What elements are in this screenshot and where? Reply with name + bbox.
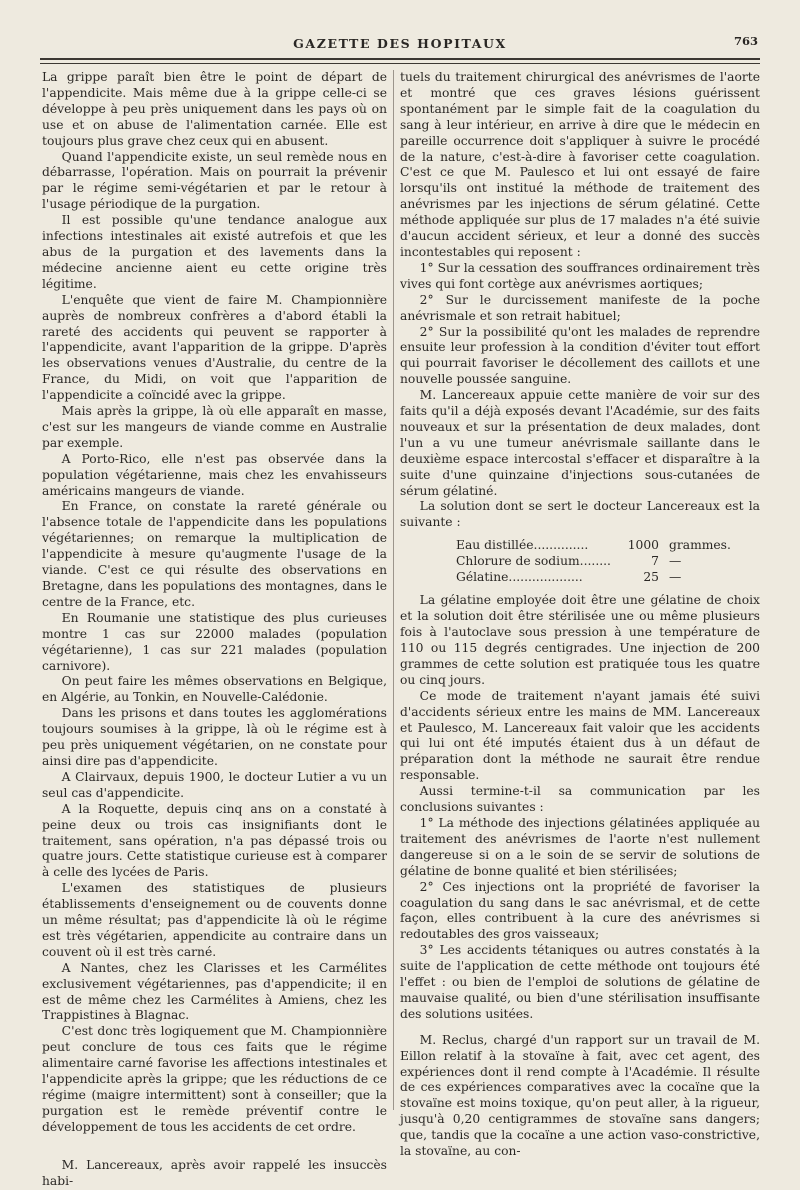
paragraph: Ce mode de traitement n'ayant jamais été suivi d'accidents sérieux entre les mains de MM. Lancereaux et Paulesco, M. Lancereaux fait valoir que les accidents qui lui ont été imputés étaient dus à un défaut de préparation dont la méthode ne saurait être rendue responsable. <box>400 688 760 783</box>
paragraph: Dans les prisons et dans toutes les agglomérations toujours soumises à la grippe, là où le régime est à peu près uniquement végétarien, on ne constate pour ainsi dire pas d'appendicite. <box>42 706 387 768</box>
paragraph: A Clairvaux, depuis 1900, le docteur Lutier a vu un seul cas d'appendicite. <box>42 769 387 800</box>
ingredient-name: Chlorure de sodium........ <box>456 554 611 569</box>
ingredient-name: Gélatine................... <box>456 570 583 585</box>
ingredient-unit: grammes. <box>669 538 731 553</box>
paragraph: La gélatine employée doit être une gélatine de choix et la solution doit être stérilisée une ou même plusieurs fois à l'autoclave sous pression à une température de 110 ou 115 degrés centigrades. Une injection de 200 grammes de cette solution est pratiquée tous les quatre ou cinq jours. <box>400 593 760 687</box>
paragraph: tuels du traitement chirurgical des anévrismes de l'aorte et montré que ces graves lésions guérissent spontanément par le simple fait de la coagulation du sang à leur intérieur, en arrive à dire que le médecin en pareille occurrence doit s'appliquer à suivre le procédé de la nature, c'est-à-dire à favoriser cette coagulation. C'est ce que M. Paulesco et lui ont essayé de faire lorsqu'ils ont institué la méthode de traitement des anévrismes par les injections de sérum gélatiné. Cette méthode appliquée sur plus de 17 malades n'a été suivie d'aucun accident sérieux, et leur a donné des succès incontestables qui reposent : <box>400 70 760 259</box>
formula-row <box>456 569 731 585</box>
paragraph: En France, on constate la rareté générale ou l'absence totale de l'appendicite dans les populations végétariennes; on remarque la multiplication de l'appendicite à mesure qu'augmente l'usage de la viande. C'est ce qui résulte des observations en Bretagne, dans les populations des montagnes, dans le centre de la France, etc. <box>42 499 387 609</box>
paragraph: 1° Sur la cessation des souffrances ordinairement très vives qui font cortège aux anévrismes aortiques; <box>400 260 760 291</box>
paragraph: M. Lancereaux appuie cette manière de voir sur des faits qu'il a déjà exposés devant l'Académie, sur des faits nouveaux et sur la présentation de deux malades, dont l'un a vu une tumeur anévrismale saillante dans le deuxième espace intercostal s'effacer et disparaître à la suite d'une quinzaine d'injections sous-cutanées de sérum gélatiné. <box>400 388 760 498</box>
ingredient-quantity: 25 <box>643 570 659 585</box>
header-rule-thin <box>40 63 760 64</box>
ingredient-name: Eau distillée.............. <box>456 538 589 553</box>
paragraph: 2° Sur la possibilité qu'ont les malades de reprendre ensuite leur profession à la condition d'éviter tout effort qui pourrait favoriser le décollement des caillots et une nouvelle poussée sanguine. <box>400 324 760 387</box>
page-number: 763 <box>733 34 758 48</box>
paragraph: M. Lancereaux, après avoir rappelé les insuccès habi- <box>42 1157 387 1188</box>
formula-row <box>456 537 731 553</box>
paragraph: En Roumanie une statistique des plus curieuses montre 1 cas sur 22000 malades (population végétarienne), 1 cas sur 221 malades (population carnivore). <box>42 610 387 673</box>
ingredient-unit: — <box>669 570 682 585</box>
ingredient-unit: — <box>669 554 682 569</box>
formula-row <box>456 553 731 569</box>
paragraph: 2° Ces injections ont la propriété de favoriser la coagulation du sang dans le sac anévrismal, et de cette façon, elles contribuent à la cure des anévrismes si redoutables des gros vaisseaux; <box>400 879 760 942</box>
left-column <box>42 70 387 1190</box>
paragraph: Quand l'appendicite existe, un seul remède nous en débarrasse, l'opération. Mais on pourrait la prévenir par le régime semi-végétarien et par le retour à l'usage périodique de la purgation. <box>42 149 387 212</box>
paragraph: A Nantes, chez les Clarisses et les Carmélites exclusivement végétariennes, pas d'appendicite; il en est de même chez les Carmélites à Amiens, chez les Trappistines à Blagnac. <box>42 960 387 1023</box>
paragraph: 1° La méthode des injections gélatinées appliquée au traitement des anévrismes de l'aorte n'est nullement dangereuse si on a le soin de se servir de solutions de gélatine de bonne qualité et bien stérilisées; <box>400 815 760 878</box>
paragraph: L'examen des statistiques de plusieurs établissements d'enseignement ou de couvents donne un même résultat; pas d'appendicite là où le régime est très végétarien, appendicite au contraire dans un couvent où il est très carné. <box>42 881 387 959</box>
solution-formula-table <box>456 537 731 585</box>
right-column <box>400 70 760 1160</box>
paragraph: La solution dont se sert le docteur Lancereaux est la suivante : <box>400 499 760 530</box>
ingredient-quantity: 7 <box>651 554 659 569</box>
paragraph: M. Reclus, chargé d'un rapport sur un travail de M. Eillon relatif à la stovaïne à fait, avec cet agent, des expériences dont il rend compte à l'Académie. Il résulte de ces expériences comparatives avec la cocaïne que la stovaïne est moins toxique, qu'on peut aller, à la rigueur, jusqu'à 0,20 centigrammes de stovaïne sans dangers; que, tandis que la cocaïne a une action vaso-constrictive, la stovaïne, au con- <box>400 1032 760 1159</box>
paragraph: A la Roquette, depuis cinq ans on a constaté à peine deux ou trois cas insignifiants dont le traitement, sans opération, n'a pas dépassé trois ou quatre jours. Cette statistique curieuse est à comparer à celle des lycées de Paris. <box>42 801 387 880</box>
paragraph: A Porto-Rico, elle n'est pas observée dans la population végétarienne, mais chez les envahisseurs américains mangeurs de viande. <box>42 451 387 498</box>
paragraph: 3° Les accidents tétaniques ou autres constatés à la suite de l'application de cette méthode ont toujours été l'effet : ou bien de l'emploi de solutions de gélatine de mauvaise qualité, ou bien d'une stérilisation insuffisante des solutions usitées. <box>400 943 760 1021</box>
paragraph: On peut faire les mêmes observations en Belgique, en Algérie, au Tonkin, en Nouvelle-Calédonie. <box>42 674 387 705</box>
paragraph: 2° Sur le durcissement manifeste de la poche anévrismale et son retrait habituel; <box>400 292 760 323</box>
column-divider <box>393 70 394 1110</box>
paragraph: La grippe paraît bien être le point de départ de l'appendicite. Mais même due à la grippe celle-ci se développe à peu près uniquement dans les pays où on use et on abuse de l'alimentation carnée. Elle est toujours plus grave chez ceux qui en abusent. <box>42 70 387 148</box>
paragraph: C'est donc très logiquement que M. Championnière peut conclure de tous ces faits que le régime alimentaire carné favorise les affections intestinales et l'appendicite après la grippe; que les réductions de ce régime (maigre intermittent) sont à conseiller; que la purgation est le remède préventif contre le développement de tous les accidents de cet ordre. <box>42 1024 387 1134</box>
header-rule-thick <box>40 58 760 60</box>
paragraph: Aussi termine-t-il sa communication par les conclusions suivantes : <box>400 784 760 815</box>
paragraph: Mais après la grippe, là où elle apparaît en masse, c'est sur les mangeurs de viande comme en Australie par exemple. <box>42 404 387 450</box>
page-header <box>40 32 760 56</box>
paragraph: L'enquête que vient de faire M. Championnière auprès de nombreux confrères a d'abord établi la rareté des accidents qui peuvent se rapporter à l'appendicite, avant l'apparition de la grippe. D'après les observations venues d'Australie, du centre de la France, du Midi, on voit que l'apparition de l'appendicite a coïncidé avec la grippe. <box>42 292 387 403</box>
ingredient-quantity: 1000 <box>627 538 659 553</box>
paragraph: Il est possible qu'une tendance analogue aux infections intestinales ait existé autrefois et que les abus de la purgation et des lavements dans la médecine ancienne aient eu cette origine très légitime. <box>42 213 387 291</box>
running-title: GAZETTE DES HOPITAUX <box>293 36 507 51</box>
